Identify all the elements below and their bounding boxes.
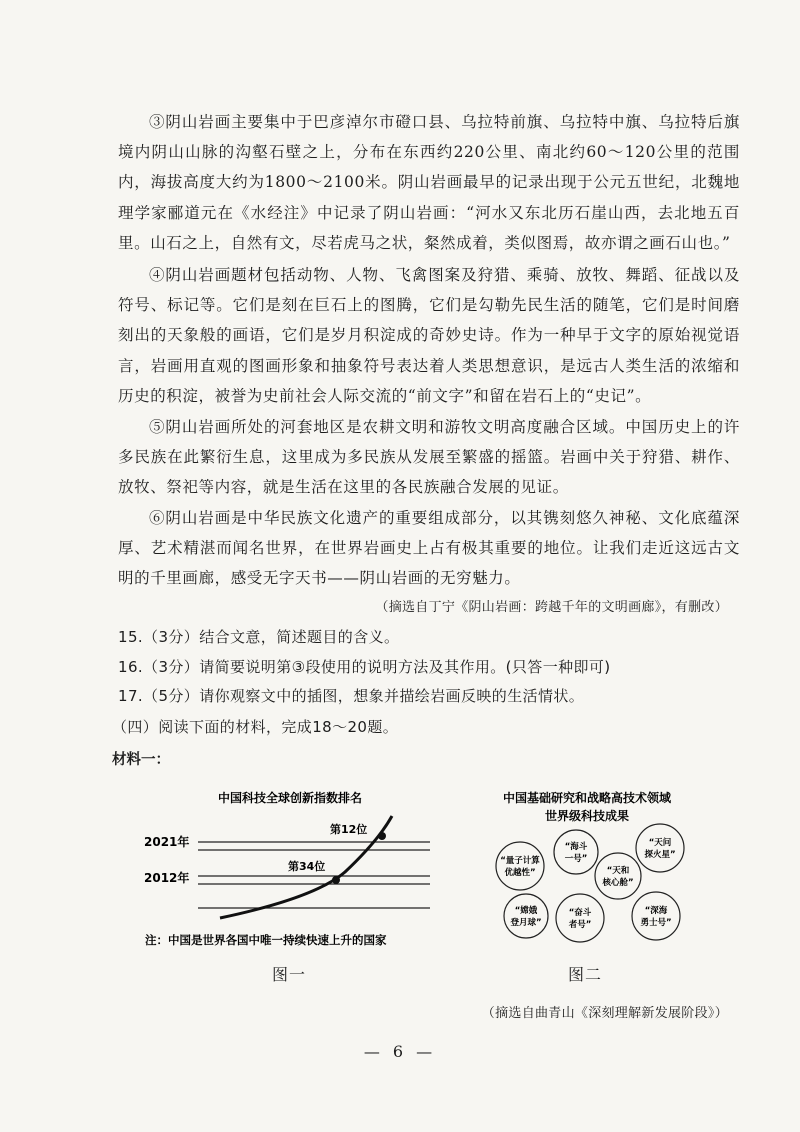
svg-text:“天和: “天和 — [606, 866, 630, 876]
svg-text:“天问: “天问 — [648, 838, 672, 848]
svg-text:“海斗: “海斗 — [564, 842, 588, 852]
bubble-haidou — [554, 830, 598, 874]
figure-2-title-line-1: 中国基础研究和战略高技术领域 — [502, 791, 672, 805]
figure-1-caption: 图一 — [272, 965, 307, 984]
label-2012: 2012年 — [144, 871, 190, 885]
label-rank-12: 第12位 — [330, 823, 368, 836]
material-1-label: 材料一： — [112, 752, 170, 768]
svg-text:“量子计算: “量子计算 — [500, 856, 540, 866]
article-source: （摘选自丁宁《阴山岩画：跨越千年的文明画廊》，有删改） — [375, 600, 728, 615]
page-number: — 6 — — [363, 1042, 437, 1061]
material-source: （摘选自曲青山《深刻理解新发展阶段》） — [481, 1006, 728, 1021]
figure-2-title-line-2: 世界级科技成果 — [544, 809, 630, 823]
question-15: 15.（3分）结合文意，简述题目的含义。 — [118, 628, 400, 646]
svg-text:者号”: 者号” — [568, 920, 592, 930]
figure-1-ranking-chart — [140, 786, 450, 956]
bubble-tianwen — [636, 824, 684, 872]
label-rank-34: 第34位 — [288, 860, 326, 873]
figure-1-title: 中国科技全球创新指数排名 — [217, 791, 363, 805]
figure-1-note: 注：中国是世界各国中唯一持续快速上升的国家 — [145, 933, 387, 947]
svg-text:“奋斗: “奋斗 — [568, 908, 592, 918]
bubble-change — [504, 894, 548, 938]
svg-text:一号”: 一号” — [564, 854, 588, 864]
paragraph-4: ④阴山岩画题材包括动物、人物、飞禽图案及狩猎、乘骑、放牧、舞蹈、征战以及符号、标记等。它们是刻在巨石上的图腾，它们是勾勒先民生活的随笔，它们是时间磨刻出的天象般的画语，它们是岁月积淀成的奇妙史诗。作为一种早于文字的原始视觉语言，岩画用直观的图画形象和抽象符号表达着人类思想意识，是远古人类生活的浓缩和历史的积淀，被誉为史前社会人际交流的“前文字”和留在岩石上的“史记”。 — [118, 266, 740, 405]
bubble-quantum — [496, 842, 544, 890]
figure-2-achievements-diagram — [480, 786, 695, 956]
point-rank-34 — [332, 876, 340, 884]
point-rank-12 — [378, 832, 386, 840]
paragraph-3: ③阴山岩画主要集中于巴彦淖尔市磴口县、乌拉特前旗、乌拉特中旗、乌拉特后旗境内阴山山脉的沟壑石壁之上，分布在东西约220公里、南北约60～120公里的范围内，海拔高度大约为1800～2100米。阴山岩画最早的记录出现于公元五世纪，北魏地理学家郦道元在《水经注》中记录了阴山岩画：“河水又东北历石崖山西，去北地五百里。山石之上，自然有文，尽若虎马之状，粲然成着，类似图焉，故亦谓之画石山也。” — [118, 113, 740, 252]
paragraph-6: ⑥阴山岩画是中华民族文化遗产的重要组成部分，以其镌刻悠久神秘、文化底蕴深厚、艺术精湛而闻名世界，在世界岩画史上占有极其重要的地位。让我们走近这远古文明的千里画廊，感受无字天书——阴山岩画的无穷魅力。 — [118, 509, 740, 588]
svg-text:勇士号”: 勇士号” — [640, 918, 672, 928]
figure-2-caption: 图二 — [568, 965, 603, 984]
bubble-shenhai — [632, 892, 680, 940]
question-17: 17.（5分）请你观察文中的插图，想象并描绘岩画反映的生活情状。 — [118, 687, 585, 705]
bubble-tianhe — [595, 853, 641, 899]
bubble-fendouzhe — [556, 894, 604, 942]
svg-text:登月球”: 登月球” — [510, 918, 542, 928]
section-4-heading: （四）阅读下面的材料，完成18～20题。 — [112, 718, 399, 736]
paragraph-5: ⑤阴山岩画所处的河套地区是农耕文明和游牧文明高度融合区域。中国历史上的许多民族在此繁衍生息，这里成为多民族从发展至繁盛的摇篮。岩画中关于狩猎、耕作、放牧、祭祀等内容，就是生活在这里的各民族融合发展的见证。 — [118, 418, 740, 497]
svg-text:探火星”: 探火星” — [644, 850, 676, 860]
question-16: 16.（3分）请简要说明第③段使用的说明方法及其作用。(只答一种即可) — [118, 658, 611, 676]
label-2021: 2021年 — [144, 835, 190, 849]
svg-text:核心舱”: 核心舱” — [602, 878, 634, 888]
svg-text:“深海: “深海 — [644, 906, 668, 916]
svg-text:优越性”: 优越性” — [504, 868, 536, 878]
svg-text:“嫦娥: “嫦娥 — [514, 906, 538, 916]
